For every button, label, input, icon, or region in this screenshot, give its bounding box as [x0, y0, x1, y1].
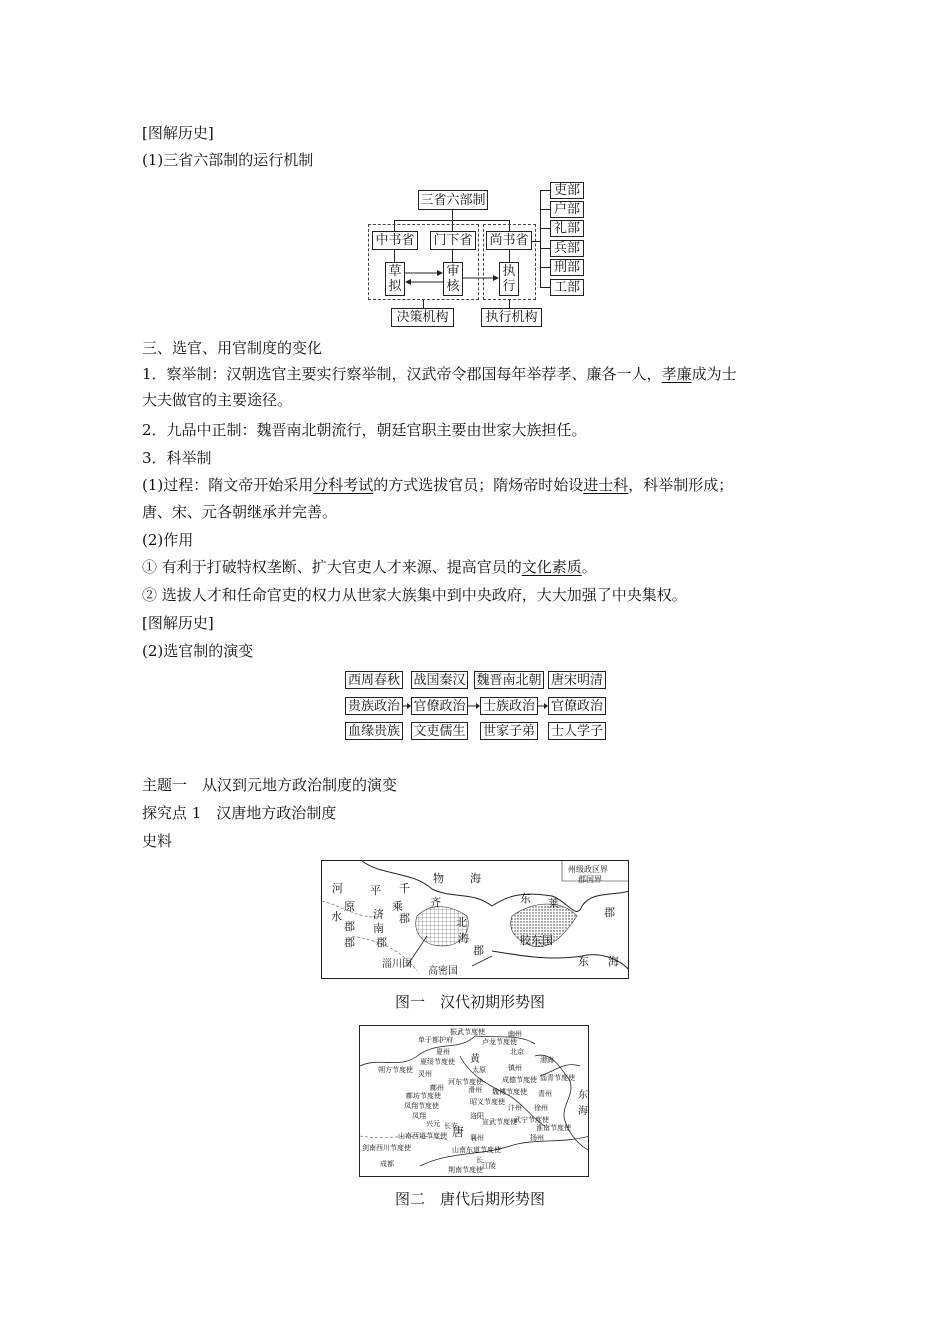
zhixing-jigou-box: 执行机构: [481, 308, 542, 327]
map-label: 鄜坊节度使: [406, 1092, 441, 1100]
map-label: 北: [456, 916, 467, 929]
map-label: 淄青节度使: [540, 1074, 575, 1082]
map-label: 鄜州: [430, 1084, 444, 1092]
ministry-li-personnel: 吏部: [550, 182, 584, 199]
han-map: [321, 860, 629, 979]
paragraph-keju: 3．科举制: [142, 449, 212, 467]
paragraph-effect-1: ① 有利于打破特权垄断、扩大官吏人才来源、提高官员的文化素质。: [142, 558, 597, 576]
map-label: 卢龙节度使: [482, 1038, 517, 1046]
map1-caption: 图一 汉代初期形势图: [395, 993, 546, 1011]
map-label: 青州: [538, 1090, 552, 1098]
tuxie-label: [图解历史]: [142, 124, 214, 142]
period-box: 西周春秋: [345, 671, 403, 689]
evolution-arrows: [403, 700, 549, 712]
map-label: 夏绥节度使: [420, 1058, 455, 1066]
map-label: 渤海: [540, 1056, 554, 1064]
map-label: 齐: [430, 896, 441, 909]
map-label: 千: [399, 882, 410, 895]
map-label: 成德节度使: [502, 1076, 537, 1084]
map-label: 徐州: [534, 1104, 548, 1112]
map-label: 济: [373, 908, 384, 921]
map-label: 长: [476, 1156, 483, 1164]
paragraph-process-cont: 唐、宋、元各朝继承并完善。: [142, 503, 338, 521]
map-label: 高密国: [428, 966, 458, 977]
ministry-gong: 工部: [550, 279, 584, 296]
map-label: 襄州: [470, 1134, 484, 1142]
paragraph-chaju-cont: 大夫做官的主要途径。: [142, 391, 293, 409]
section-heading: 三、选官、用官制度的变化: [142, 339, 323, 357]
diagram2-title: (2)选官制的演变: [142, 642, 254, 660]
tang-map: [359, 1025, 589, 1177]
map-label: 凤翔: [412, 1112, 426, 1120]
period-box: 战国秦汉: [411, 671, 468, 689]
map-label: 郡: [376, 936, 387, 949]
group-box: 世家子弟: [480, 722, 538, 740]
map-label: 东: [520, 892, 531, 905]
politics-box: 士族政治: [480, 697, 538, 715]
map-label: 北京: [510, 1048, 524, 1056]
politics-box: 贵族政治: [345, 697, 403, 715]
map-label: 郡: [399, 912, 410, 925]
legend-state: 州级政区界: [568, 865, 608, 874]
map-label: 灵州: [418, 1070, 432, 1078]
caoni-box: 草 拟: [385, 262, 405, 296]
shangshu-box: 尚书省: [486, 231, 532, 250]
map-label: 郡: [344, 936, 355, 949]
map-label: 凤翔节度使: [404, 1102, 439, 1110]
group-box: 士人学子: [548, 722, 606, 740]
map-label: 淮南节度使: [536, 1124, 571, 1132]
paragraph-effect-2: ② 选拔人才和任命官吏的权力从世家大族集中到中央政府，大大加强了中央集权。: [142, 586, 687, 604]
execute-arrow: [460, 268, 500, 288]
map-label: 剑南西川节度使: [362, 1144, 411, 1152]
topic-title: 主题一 从汉到元地方政治制度的演变: [142, 776, 398, 794]
map-label: 海: [458, 932, 469, 945]
map-label: 海: [470, 872, 481, 885]
map-label: 物: [433, 872, 444, 885]
map-label: 乘: [392, 900, 403, 913]
map-label: 原: [344, 900, 355, 913]
map-label: 单于都护府: [418, 1036, 453, 1044]
map-label: 昭义节度使: [470, 1098, 505, 1106]
paragraph-process: (1)过程：隋文帝开始采用分科考试的方式选拔官员；隋炀帝时始设进士科，科举制形成；: [142, 476, 734, 494]
juece-box: 决策机构: [391, 308, 454, 327]
map-label: 扬州: [530, 1134, 544, 1142]
map-label: 水: [331, 910, 342, 923]
map-label: 郡: [473, 944, 484, 957]
group-box: 血缘贵族: [345, 722, 403, 740]
map-label: 莱: [548, 897, 559, 910]
paragraph-effect: (2)作用: [142, 531, 194, 549]
map-label: 镇州: [508, 1064, 522, 1072]
map-label: 洛阳: [470, 1112, 484, 1120]
map-label: 胶东国: [520, 934, 553, 947]
group-box: 文吏儒生: [411, 722, 468, 740]
topic-subtitle: 探究点 1 汉唐地方政治制度: [142, 804, 337, 822]
paragraph-jiupin: 2．九品中正制：魏晋南北朝流行，朝廷官职主要由世家大族担任。: [142, 421, 587, 439]
map-label: 郡: [344, 920, 355, 933]
zhixing-box: 执 行: [499, 262, 519, 296]
map-label: 黄: [470, 1054, 480, 1065]
map-label: 海: [608, 955, 619, 968]
map-label: 宣武节度使: [482, 1118, 517, 1126]
review-arrows: [405, 268, 443, 288]
map-label: 朔方节度使: [378, 1066, 413, 1074]
map-label: 荆南节度使: [448, 1166, 483, 1174]
map-label: 兴元: [426, 1120, 440, 1128]
map-label: 太原: [472, 1066, 486, 1074]
map-label: 长安: [444, 1122, 458, 1130]
diagram-top-box: 三省六部制: [418, 190, 488, 210]
paragraph-chaju: 1．察举制：汉朝选官主要实行察举制，汉武帝令郡国每年举荐孝、廉各一人，孝廉成为士: [142, 365, 737, 383]
diagram1-title: (1)三省六部制的运行机制: [142, 151, 314, 169]
ministry-bing: 兵部: [550, 240, 584, 257]
map-label: 幽州: [508, 1030, 522, 1038]
tuxie-label-2: [图解历史]: [142, 614, 214, 632]
period-box: 魏晋南北朝: [474, 671, 544, 689]
map2-caption: 图二 唐代后期形势图: [395, 1190, 546, 1208]
map-label: 东: [578, 955, 589, 968]
map-label: 海: [578, 1106, 588, 1117]
map-label: 唐: [452, 1125, 465, 1139]
map-label: 郡: [604, 906, 615, 919]
map-label: 夏州: [436, 1048, 450, 1056]
menxia-box: 门下省: [430, 231, 476, 250]
map-label: 东: [578, 1090, 588, 1101]
map-label: 魏博节度使: [492, 1088, 527, 1096]
map-label: 山南东道节度使: [452, 1146, 501, 1154]
map-label: 汴州: [508, 1104, 522, 1112]
map-label: 河: [332, 882, 343, 895]
map-label: 成都: [380, 1160, 394, 1168]
map-label: 武宁节度使: [514, 1116, 549, 1124]
map-label: 山南西道节度使: [398, 1132, 447, 1140]
politics-box: 官僚政治: [548, 697, 606, 715]
map-label: 滑州: [468, 1086, 482, 1094]
ministry-li-rites: 礼部: [550, 220, 584, 237]
legend-county: 郡国界: [578, 875, 602, 884]
period-box: 唐宋明清: [548, 671, 606, 689]
shenhe-box: 审 核: [443, 262, 463, 296]
source-label: 史料: [142, 832, 173, 850]
ministry-hu: 户部: [550, 201, 584, 218]
map-label: 平: [370, 884, 381, 897]
map-label: 江陵: [482, 1162, 496, 1170]
zhongshu-box: 中书省: [372, 231, 418, 250]
map-label: 振武节度使: [450, 1028, 485, 1036]
map-label: 南: [373, 922, 384, 935]
map-label: 淄川国: [382, 959, 412, 970]
politics-box: 官僚政治: [411, 697, 468, 715]
ministry-xing: 刑部: [550, 259, 584, 276]
map-label: 河东节度使: [448, 1078, 483, 1086]
